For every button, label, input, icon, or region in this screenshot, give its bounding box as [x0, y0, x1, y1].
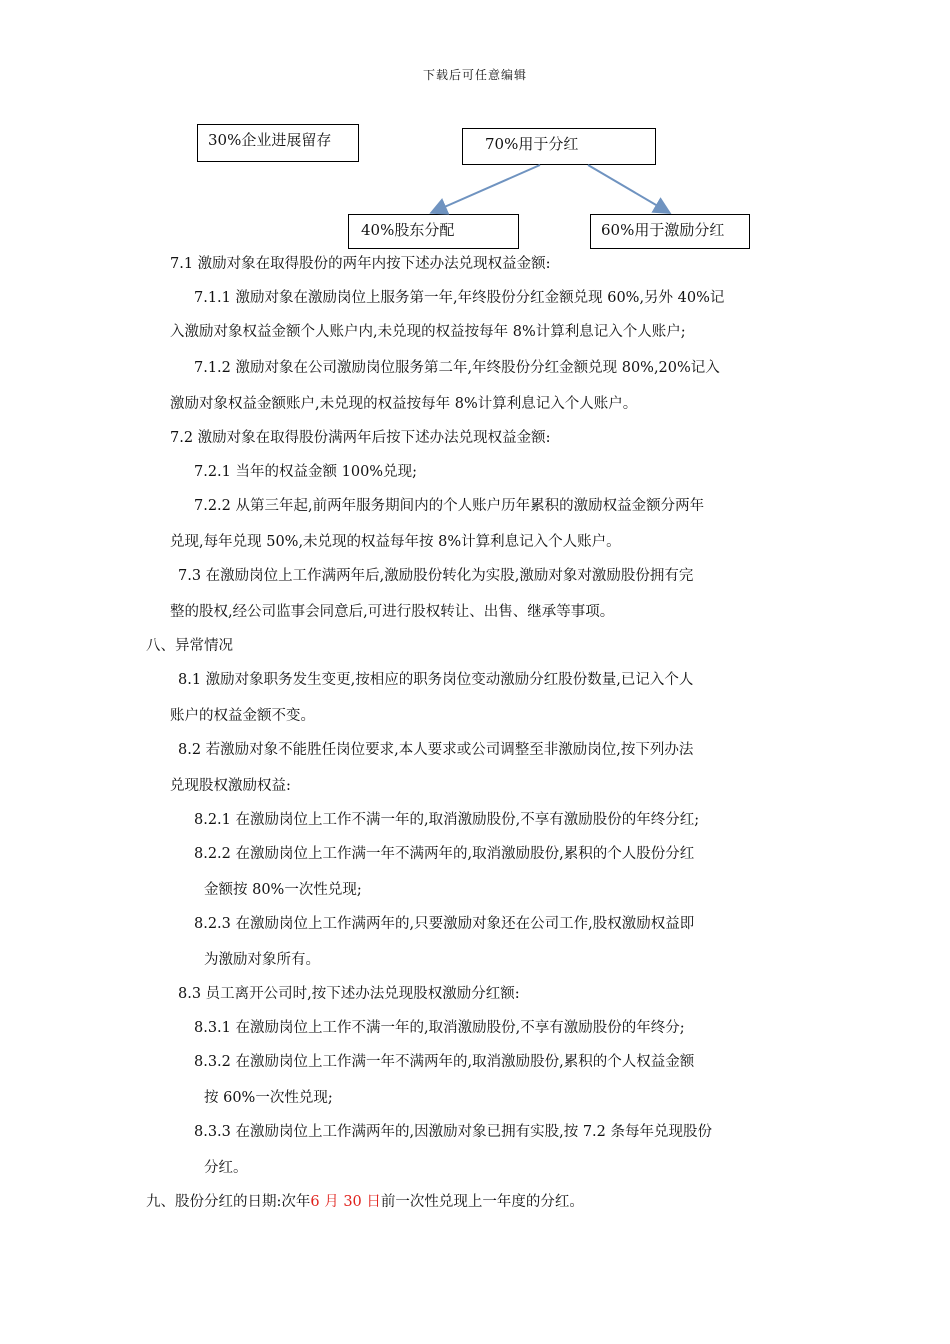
shareholder-box: 40%股东分配: [348, 214, 519, 249]
clause-8-3-2: 8.3.2 在激励岗位上工作满一年不满两年的,取消激励股份,累积的个人权益金额: [194, 1054, 695, 1070]
section-9-suffix: 前一次性兑现上一年度的分红。: [380, 1194, 584, 1210]
clause-8-2-1: 8.2.1 在激励岗位上工作不满一年的,取消激励股份,不享有激励股份的年终分红;: [194, 812, 700, 828]
clause-8-2-3-cont: 为激励对象所有。: [204, 952, 320, 968]
clause-8-1-cont: 账户的权益金额不变。: [170, 708, 315, 724]
clause-7-2: 7.2 激励对象在取得股份满两年后按下述办法兑现权益金额:: [170, 430, 551, 446]
retain-box: 30%企业进展留存: [197, 124, 359, 162]
clause-7-1-1-cont: 入激励对象权益金额个人账户内,未兑现的权益按每年 8%计算利息记入个人账户;: [170, 324, 686, 340]
clause-8-2-2: 8.2.2 在激励岗位上工作满一年不满两年的,取消激励股份,累积的个人股份分红: [194, 846, 695, 862]
clause-8-3-1: 8.3.1 在激励岗位上工作不满一年的,取消激励股份,不享有激励股份的年终分;: [194, 1020, 685, 1036]
incentive-box: 60%用于激励分红: [590, 214, 750, 249]
clause-7-2-2-cont: 兑现,每年兑现 50%,未兑现的权益每年按 8%计算利息记入个人账户。: [170, 534, 621, 550]
arrow-to-incentive: [588, 165, 668, 212]
clause-8-2-cont: 兑现股权激励权益:: [170, 778, 291, 794]
clause-7-3: 7.3 在激励岗位上工作满两年后,激励股份转化为实股,激励对象对激励股份拥有完: [178, 568, 694, 584]
dividend-date: 6 月 30 日: [310, 1194, 381, 1210]
clause-7-1-1: 7.1.1 激励对象在激励岗位上服务第一年,年终股份分红金额兑现 60%,另外 40%记: [194, 290, 725, 306]
clause-7-3-cont: 整的股权,经公司监事会同意后,可进行股权转让、出售、继承等事项。: [170, 604, 615, 620]
clause-8-1: 8.1 激励对象职务发生变更,按相应的职务岗位变动激励分红股份数量,已记入个人: [178, 672, 694, 688]
clause-8-3: 8.3 员工离开公司时,按下述办法兑现股权激励分红额:: [178, 986, 520, 1002]
clause-8-3-3: 8.3.3 在激励岗位上工作满两年的,因激励对象已拥有实股,按 7.2 条每年兑现股份: [194, 1124, 712, 1140]
section-9-line: [146, 1195, 584, 1210]
clause-8-2: 8.2 若激励对象不能胜任岗位要求,本人要求或公司调整至非激励岗位,按下列办法: [178, 742, 694, 758]
clause-7-1: 7.1 激励对象在取得股份的两年内按下述办法兑现权益金额:: [170, 256, 551, 272]
clause-8-2-2-cont: 金额按 80%一次性兑现;: [204, 882, 362, 898]
clause-8-2-3: 8.2.3 在激励岗位上工作满两年的,只要激励对象还在公司工作,股权激励权益即: [194, 916, 695, 932]
clause-8-3-3-cont: 分红。: [204, 1160, 248, 1176]
section-9-prefix: 九、股份分红的日期:次年: [146, 1194, 311, 1210]
clause-7-2-1: 7.2.1 当年的权益金额 100%兑现;: [194, 464, 417, 480]
clause-8-3-2-cont: 按 60%一次性兑现;: [204, 1090, 333, 1106]
clause-7-1-2-cont: 激励对象权益金额账户,未兑现的权益按每年 8%计算利息记入个人账户。: [170, 396, 638, 412]
clause-7-2-2: 7.2.2 从第三年起,前两年服务期间内的个人账户历年累积的激励权益金额分两年: [194, 498, 705, 514]
dividend-box: 70%用于分红: [462, 128, 656, 165]
page-header-note: 下载后可任意编辑: [422, 68, 527, 82]
section-8-heading: 八、异常情况: [146, 638, 233, 654]
arrow-to-shareholder: [433, 165, 540, 212]
clause-7-1-2: 7.1.2 激励对象在公司激励岗位服务第二年,年终股份分红金额兑现 80%,20%记入: [194, 360, 720, 376]
